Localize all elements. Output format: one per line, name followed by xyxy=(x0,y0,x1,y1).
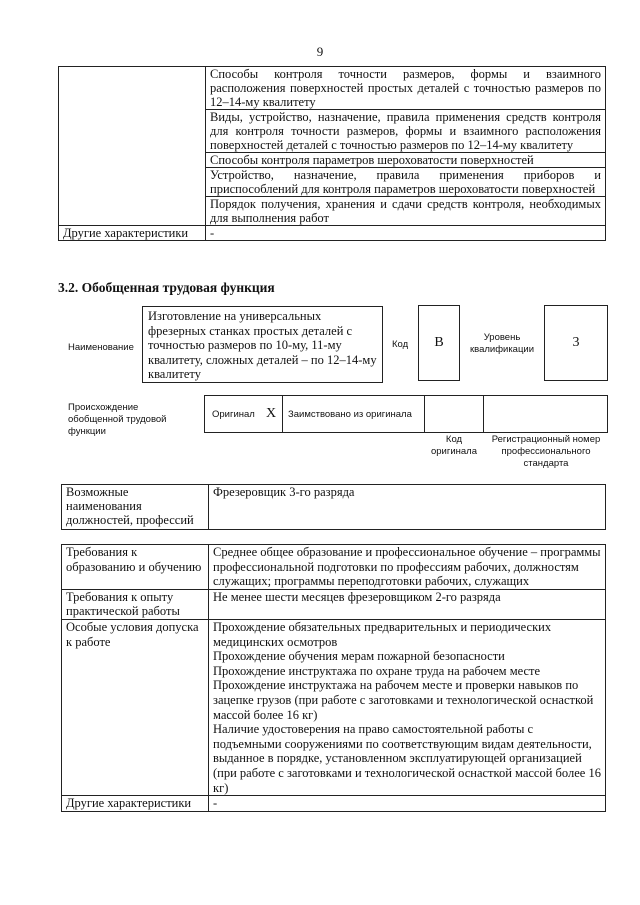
special-condition-item: Прохождение обучения мерам пожарной безопасности xyxy=(213,649,505,664)
divider xyxy=(424,395,425,432)
level-label: Уровень квалификации xyxy=(469,332,535,355)
experience-value: Не менее шести месяцев фрезеровщиком 2-го разряда xyxy=(209,589,606,619)
experience-label: Требования к опыту практической работы xyxy=(62,589,209,619)
table-row xyxy=(62,485,606,530)
requirements-table xyxy=(61,544,606,812)
empty-cell xyxy=(59,67,206,226)
knowledge-table xyxy=(58,66,606,241)
table-row xyxy=(62,796,606,812)
special-condition-item: Наличие удостоверения на право самостоятельной работы с подъемными сооружениями по соответствующим видам деятельности, выданное в порядке, установленном эксплуатирующей организацией (при работе с заготовками и технологической оснасткой массой более 16 кг) xyxy=(213,722,601,795)
other-characteristics-label: Другие характеристики xyxy=(62,796,209,812)
divider xyxy=(483,395,484,432)
original-mark: Х xyxy=(266,406,277,421)
divider xyxy=(282,395,283,432)
other-characteristics-value: - xyxy=(206,226,606,241)
knowledge-item: Виды, устройство, назначение, правила применения средств контроля для контроля точности размеров, формы и взаимного расположения поверхностей деталей с точностью размеров по 12–14-му квалитету xyxy=(206,110,606,153)
section-title: 3.2. Обобщенная трудовая функция xyxy=(58,280,275,295)
page-number: 9 xyxy=(316,44,324,59)
code-label: Код xyxy=(392,339,409,350)
reg-number-label: Регистрационный номер профессионального стандарта xyxy=(491,434,601,469)
other-characteristics-label: Другие характеристики xyxy=(59,226,206,241)
special-conditions-value xyxy=(209,619,606,795)
education-label: Требования к образованию и обучению xyxy=(62,545,209,590)
code-original-label: Код оригинала xyxy=(430,434,477,457)
knowledge-item: Порядок получения, хранения и сдачи средств контроля, необходимых для выполнения работ xyxy=(206,197,606,226)
table-row xyxy=(62,545,606,590)
origin-label: Происхождение обобщенной трудовой функции xyxy=(68,402,167,437)
table-row xyxy=(62,589,606,619)
original-label: Оригинал xyxy=(212,409,255,420)
table-row xyxy=(59,67,606,110)
special-conditions-label: Особые условия допуска к работе xyxy=(62,619,209,795)
knowledge-item: Способы контроля параметров шероховатости поверхностей xyxy=(206,153,606,168)
knowledge-item: Устройство, назначение, правила применения приборов и приспособлений для контроля параметров шероховатости поверхностей xyxy=(206,168,606,197)
table-row xyxy=(62,619,606,795)
level-value: 3 xyxy=(544,305,608,381)
function-name-box: Изготовление на универсальных фрезерных станках простых деталей с точностью размеров по 10-му, 11-му квалитету, сложных деталей – по 12–14-му квалитету xyxy=(142,306,383,383)
borrowed-label: Заимствовано из оригинала xyxy=(288,409,412,420)
education-value: Среднее общее образование и профессиональное обучение – программы профессиональной подготовки по профессиям рабочих, должностям служащих; программы переподготовки рабочих, служащих xyxy=(209,545,606,590)
special-condition-item: Прохождение инструктажа на рабочем месте и проверки навыков по зацепке грузов (при работе с заготовками и технологической оснасткой массой более 16 кг) xyxy=(213,678,594,722)
positions-value: Фрезеровщик 3-го разряда xyxy=(209,485,606,530)
knowledge-item: Способы контроля точности размеров, формы и взаимного расположения поверхностей простых деталей с точностью размеров по 12–14-му квалитету xyxy=(206,67,606,110)
positions-label: Возможные наименования должностей, профессий xyxy=(62,485,209,530)
special-condition-item: Прохождение инструктажа по охране труда на рабочем месте xyxy=(213,663,541,678)
positions-table xyxy=(61,484,606,530)
other-characteristics-value: - xyxy=(209,796,606,812)
table-row xyxy=(59,226,606,241)
name-label: Наименование xyxy=(68,342,134,353)
special-condition-item: Прохождение обязательных предварительных и периодических медицинских осмотров xyxy=(213,619,552,649)
code-value: В xyxy=(418,305,460,381)
